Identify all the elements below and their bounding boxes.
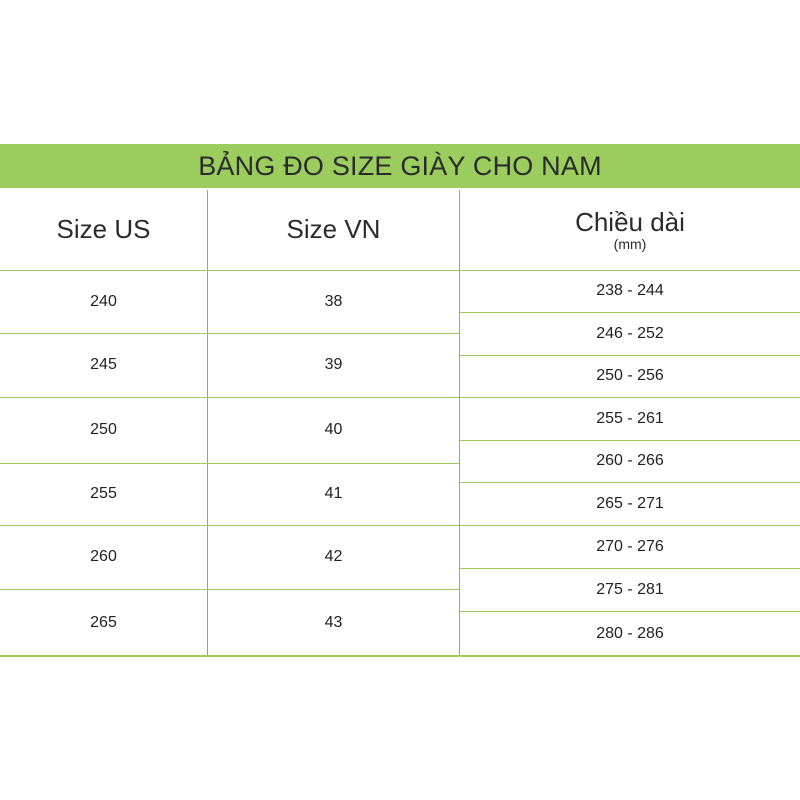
table-header [0,188,800,270]
size-vn-cell: 39 [324,356,343,373]
length-row-divider [460,656,800,657]
row-divider [0,656,459,657]
header-size-us-label: Size US [56,213,151,244]
size-us-cell: 265 [90,613,117,631]
length-cell: 280 - 286 [596,624,664,642]
header-length-unit: (mm) [613,235,647,252]
header-size-vn-label: Size VN [286,213,381,244]
size-us-cell: 250 [90,421,117,438]
table-title: BẢNG ĐO SIZE GIÀY CHO NAM [0,144,800,188]
header-length-label: Chiều dài [575,206,685,237]
length-cell: 260 - 266 [596,452,664,469]
size-vn-cell: 43 [324,613,343,631]
length-cell: 246 - 252 [596,324,664,342]
length-cell: 270 - 276 [596,537,664,555]
size-vn-cell: 40 [324,421,343,438]
header-size-vn [208,188,459,270]
size-us-cell: 245 [90,356,117,373]
table-bottom-border [0,655,800,656]
length-cell: 255 - 261 [596,409,664,427]
length-cell: 238 - 244 [596,282,664,299]
header-size-us [0,188,207,270]
size-vn-cell: 38 [324,292,343,310]
header-length [460,188,800,270]
length-cell: 265 - 271 [596,494,664,512]
size-vn-cell: 42 [324,548,343,565]
length-cell: 275 - 281 [596,580,664,598]
size-us-cell: 240 [90,292,117,310]
size-vn-cell: 41 [324,485,343,502]
size-us-cell: 255 [90,485,117,502]
size-chart-table [0,144,800,656]
length-cell: 250 - 256 [596,367,664,384]
size-us-cell: 260 [90,548,117,565]
